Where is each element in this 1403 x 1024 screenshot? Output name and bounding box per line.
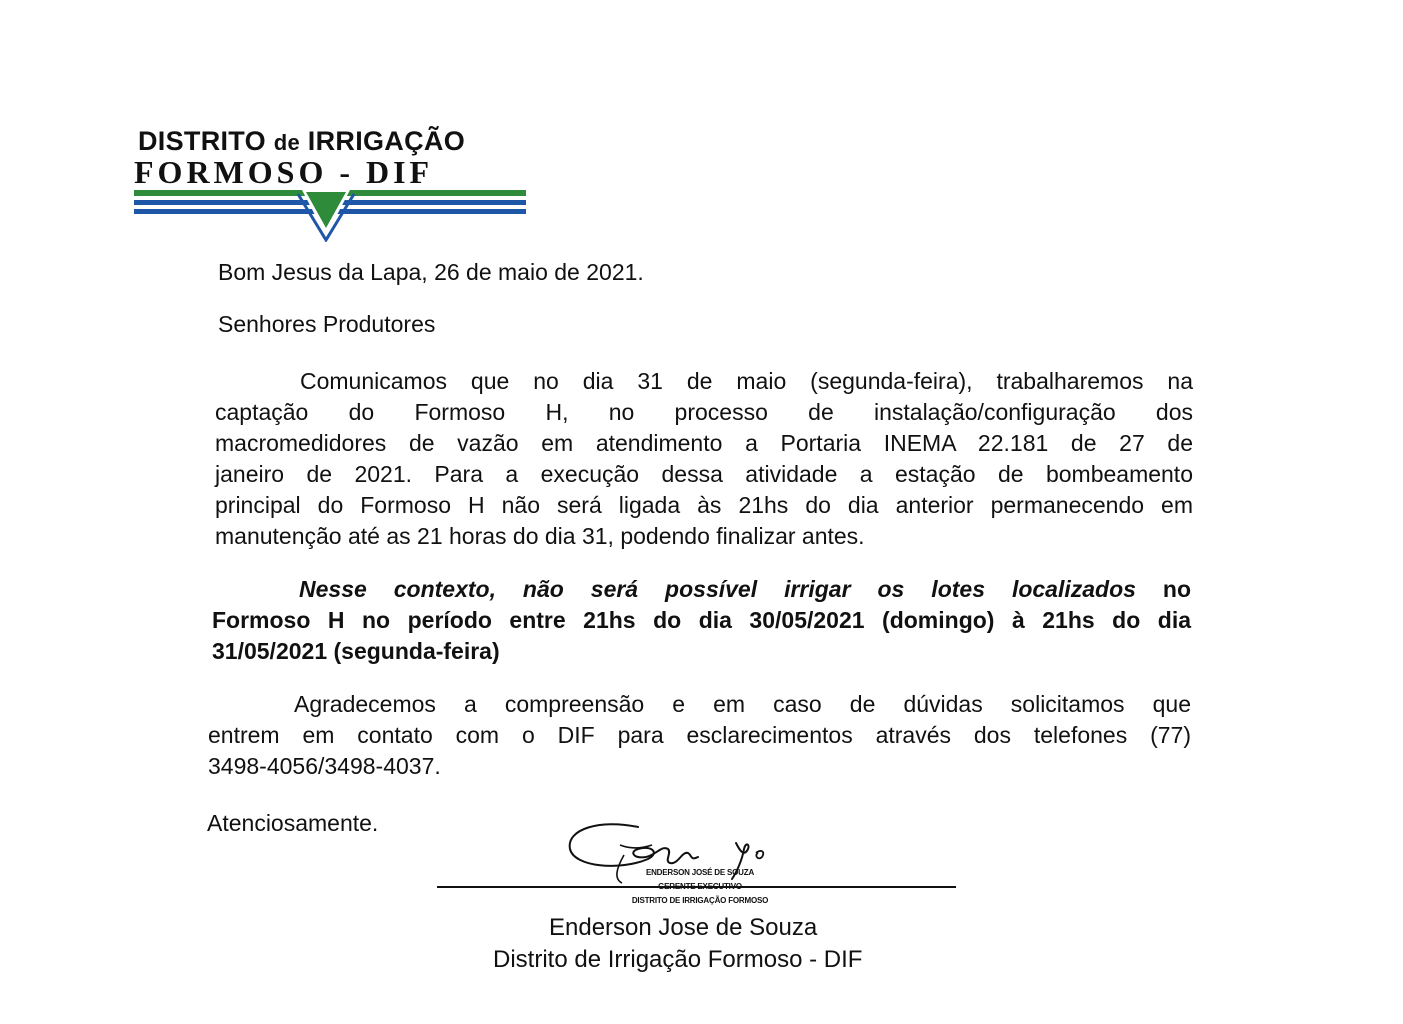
- paragraph-contact: [208, 689, 1191, 782]
- letter-date: Bom Jesus da Lapa, 26 de maio de 2021.: [218, 259, 644, 285]
- letter-closing: Atenciosamente.: [207, 810, 379, 836]
- signature-line: [437, 886, 956, 888]
- letter-salutation: Senhores Produtores: [218, 311, 436, 337]
- warning-italic-text: Nesse contexto, não será possível irrigar os lotes localizados: [299, 576, 1136, 602]
- warning-line-3: 31/05/2021 (segunda-feira): [212, 638, 500, 664]
- logo-title-line1: [138, 126, 465, 157]
- paragraph-notice-line: principal do Formoso H não será ligada às 21hs do dia anterior permanecendo em: [215, 492, 1193, 518]
- organization-logo: [134, 124, 530, 242]
- logo-word-de: de: [273, 130, 300, 155]
- logo-stripes-graphic: [134, 188, 530, 242]
- warning-bold-text: no: [1135, 576, 1191, 602]
- paragraph-notice-line: janeiro de 2021. Para a execução dessa atividade a estação de bombeamento: [215, 461, 1193, 487]
- warning-line-1: [212, 574, 1191, 605]
- contact-line: 3498-4056/3498-4037.: [208, 753, 441, 779]
- paragraph-notice-line: macromedidores de vazão em atendimento a Portaria INEMA 22.181 de 27 de: [215, 430, 1193, 456]
- stamp-role: GERENTE EXECUTIVO: [658, 882, 742, 891]
- paragraph-notice-line: manutenção até as 21 horas do dia 31, podendo finalizar antes.: [215, 523, 865, 549]
- contact-line: entrem em contato com o DIF para esclarecimentos através dos telefones (77): [208, 722, 1191, 748]
- signer-organization: Distrito de Irrigação Formoso - DIF: [493, 946, 863, 973]
- paragraph-notice-line: Comunicamos que no dia 31 de maio (segunda-feira), trabalharemos na: [300, 368, 1193, 394]
- logo-word-irrigacao: IRRIGAÇÃO: [300, 126, 465, 156]
- paragraph-irrigation-warning: [212, 574, 1191, 667]
- stamp-organization: DISTRITO DE IRRIGAÇÃO FORMOSO: [631, 896, 769, 905]
- paragraph-notice: [215, 366, 1193, 552]
- paragraph-notice-line: captação do Formoso H, no processo de instalação/configuração dos: [215, 399, 1193, 425]
- stamp-name: ENDERSON JOSÉ DE SOUZA: [645, 868, 755, 877]
- logo-title-line2: FORMOSO - DIF: [134, 154, 434, 190]
- warning-line-2: Formoso H no período entre 21hs do dia 30/05/2021 (domingo) à 21hs do dia: [212, 607, 1191, 633]
- contact-line: Agradecemos a compreensão e em caso de dúvidas solicitamos que: [294, 691, 1191, 717]
- logo-word-distrito: DISTRITO: [138, 126, 274, 156]
- signer-name: Enderson Jose de Souza: [549, 914, 818, 941]
